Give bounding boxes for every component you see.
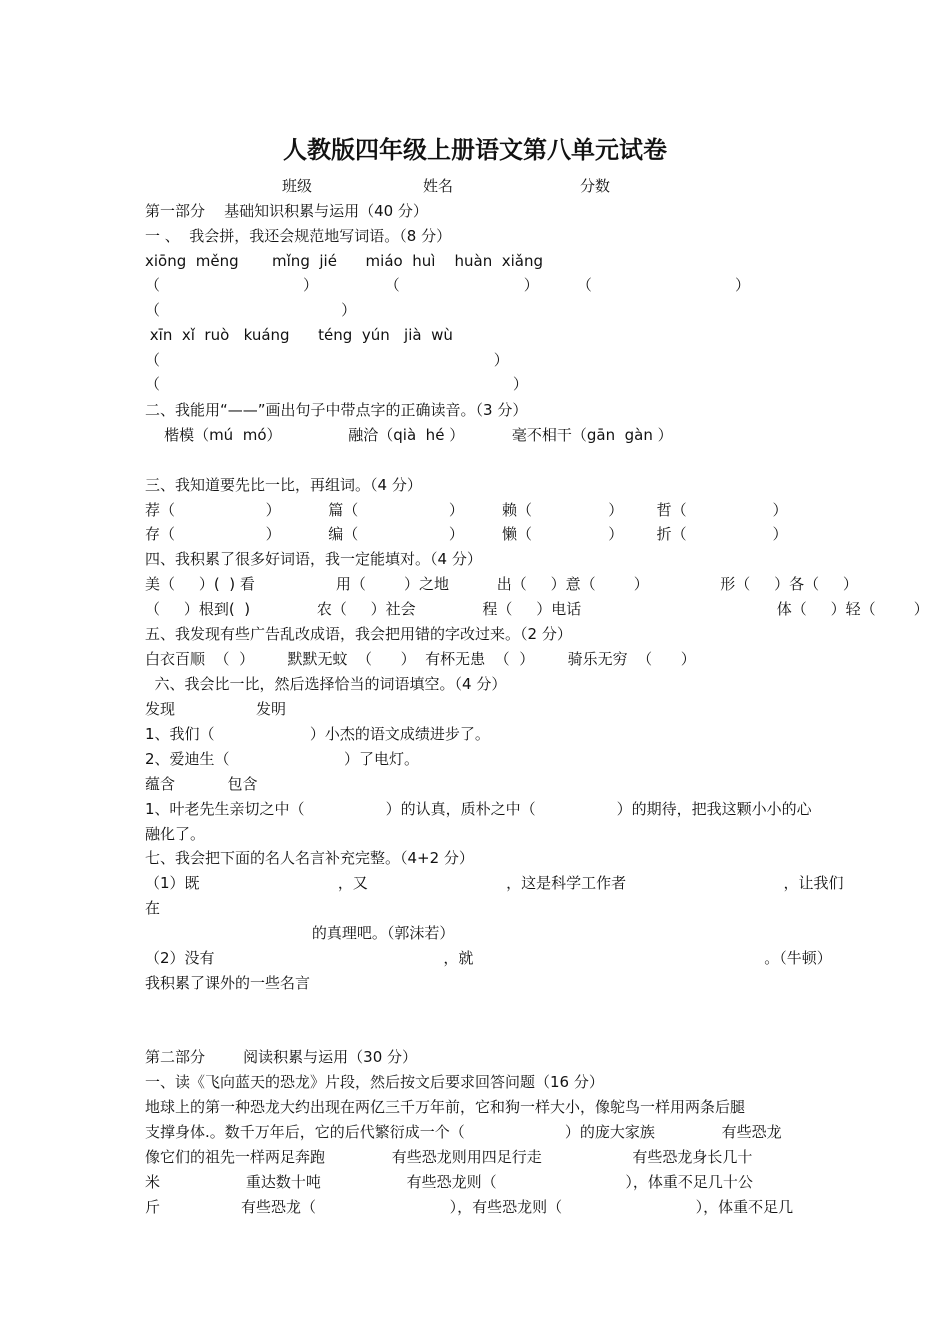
quote-1-line-1: （1）既 ，又 ，这是科学工作者 ，让我们 [145,874,844,892]
question-4-heading: 四、我积累了很多好词语，我一定能填对。（4 分） [145,550,482,568]
reading-question-heading: 一、读《飞向蓝天的恐龙》片段，然后按文后要求回答问题（16 分） [145,1073,604,1091]
passage-line-2: 支撑身体.。数千万年后，它的后代繁衍成一个（ ）的庞大家族 有些恐龙 [145,1123,782,1141]
quote-2: （2）没有 ，就 。（牛顿） [145,949,832,967]
question-6-heading: 六、我会比一比，然后选择恰当的词语填空。（4 分） [145,675,507,693]
pinyin-row-2: xīn xǐ ruò kuáng téng yún jià wù [145,326,453,344]
page-title: 人教版四年级上册语文第八单元试卷 [283,136,667,164]
question-6-sentence-2: 2、爱迪生（ ）了电灯。 [145,750,419,768]
name-label: 姓名 [423,177,454,195]
question-3-heading: 三、我知道要先比一比，再组词。（4 分） [145,476,422,494]
passage-line-5: 斤 有些恐龙（ ），有些恐龙则（ ），体重不足几 [145,1198,794,1216]
quote-1-line-3: 的真理吧。（郭沫若） [145,924,455,942]
question-6-sentence-1: 1、我们（ ）小杰的语文成绩进步了。 [145,725,490,743]
answer-blanks-row-1: （ ） （ ） （ ） [145,276,750,294]
class-label: 班级 [282,177,313,195]
word-pair-2: 蕴含 包含 [145,775,258,793]
answer-blanks-row-2: （ ） [145,301,357,319]
pinyin-row-1: xiōng měng mǐng jié miáo huì huàn xiǎng [145,252,543,270]
answer-blanks-row-4: （ ） [145,375,528,393]
question-6-sentence-3-cont: 融化了。 [145,825,206,843]
passage-line-1: 地球上的第一种恐龙大约出现在两亿三千万年前，它和狗一样大小，像鸵鸟一样用两条后腿 [145,1098,746,1116]
passage-line-3: 像它们的祖先一样两足奔跑 有些恐龙则用四足行走 有些恐龙身长几十 [145,1148,753,1166]
word-pair-1: 发现 发明 [145,700,287,718]
question-3-row-2: 存（ ） 编（ ） 懒（ ） 折（ ） [145,525,788,543]
part-two-heading: 第二部分 阅读积累与运用（30 分） [145,1048,418,1066]
question-2-heading: 二、我能用“——”画出句子中带点字的正确读音。（3 分） [145,401,528,419]
question-5-heading: 五、我发现有些广告乱改成语，我会把用错的字改过来。（2 分） [145,625,572,643]
quote-1-line-2: 在 [145,899,161,917]
question-1-heading: 一 、 我会拼，我还会规范地写词语。（8 分） [145,227,452,245]
question-2-items: 楷模（mú mó） 融洽（qià hé ） 毫不相干（gān gàn ） [145,426,673,444]
score-label: 分数 [580,177,611,195]
answer-blanks-row-3: （ ） [145,351,509,369]
question-4-row-2: （ ）根到( ) 农（ ）社会 程（ ）电话 体（ ）轻（ ） [145,600,929,618]
part-one-heading: 第一部分 基础知识积累与运用（40 分） [145,202,428,220]
passage-line-4: 米 重达数十吨 有些恐龙则（ ），体重不足几十公 [145,1173,753,1191]
question-7-heading: 七、我会把下面的名人名言补充完整。（4+2 分） [145,849,474,867]
question-3-row-1: 荐（ ） 篇（ ） 赖（ ） 哲（ ） [145,501,788,519]
question-6-sentence-3: 1、叶老先生亲切之中（ ）的认真，质朴之中（ ）的期待，把我这颗小小的心 [145,800,812,818]
question-5-items: 白衣百顺 （ ） 默默无蚊 （ ） 有杯无患 （ ） 骑乐无穷 （ ） [145,650,696,668]
question-4-row-1: 美（ ）( ) 看 用（ ）之地 出（ ）意（ ） 形（ ）各（ ） [145,575,858,593]
extra-quotes-prompt: 我积累了课外的一些名言 [145,974,311,992]
